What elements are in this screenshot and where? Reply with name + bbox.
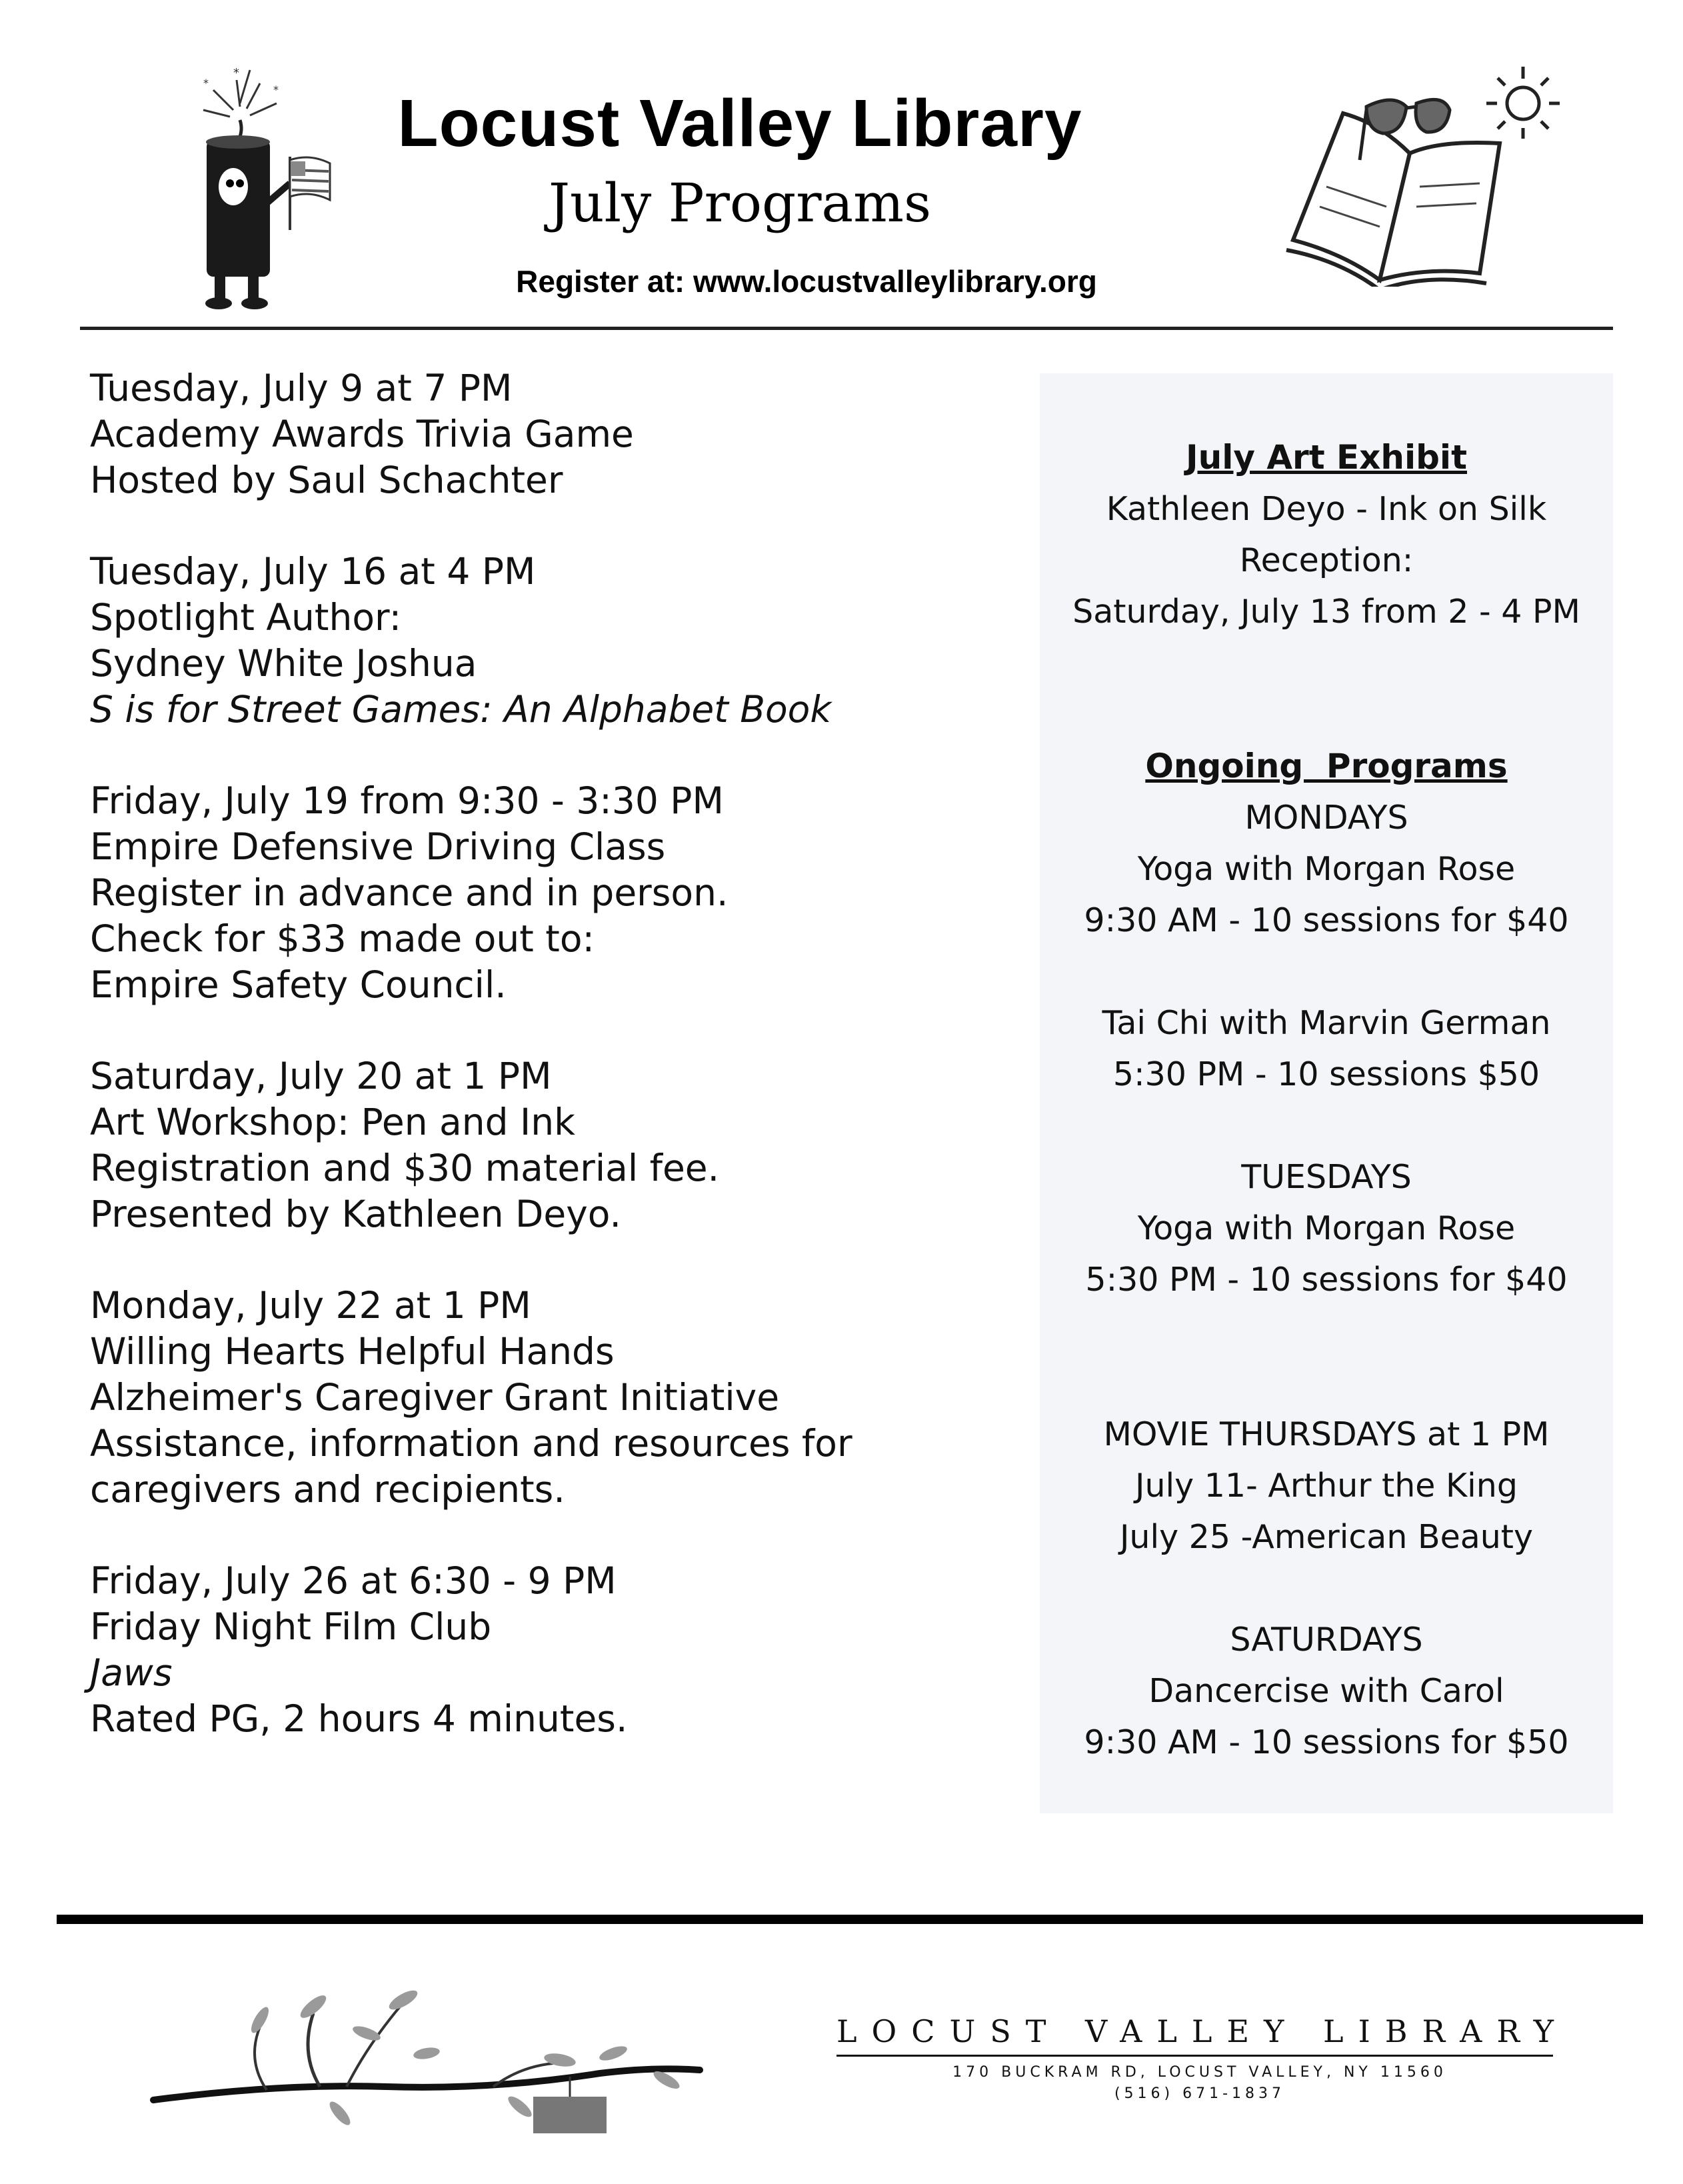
footer-address: 170 BUCKRAM RD, LOCUST VALLEY, NY 11560 [952, 2064, 1447, 2081]
event-detail: Spotlight Author: [90, 596, 402, 639]
tuesday-yoga-time: 5:30 PM - 10 sessions for $40 [1085, 1261, 1568, 1299]
ongoing-programs-heading: Ongoing Programs [1145, 747, 1508, 785]
event-detail: Alzheimer's Caregiver Grant Initiative [90, 1376, 780, 1419]
movie-july-25: July 25 -American Beauty [1119, 1518, 1534, 1556]
svg-text:*: * [203, 77, 209, 89]
open-book-sunglasses-illustration [1280, 60, 1573, 287]
events-list [90, 365, 1023, 1787]
event-date: Friday, July 26 at 6:30 - 9 PM [90, 1559, 617, 1602]
event-detail: Jaws [90, 1651, 173, 1694]
event-date: Tuesday, July 16 at 4 PM [90, 550, 536, 593]
event-detail: Art Workshop: Pen and Ink [90, 1101, 575, 1143]
event-detail: Assistance, information and resources for [90, 1422, 852, 1465]
monday-taichi: Tai Chi with Marvin German [1102, 1004, 1551, 1042]
event-detail: Academy Awards Trivia Game [90, 413, 634, 455]
reception-label: Reception: [1239, 541, 1414, 579]
movie-july-11: July 11- Arthur the King [1135, 1467, 1518, 1505]
event-detail: caregivers and recipients. [90, 1468, 565, 1511]
tree-branch-illustration [147, 1953, 747, 2153]
monday-taichi-time: 5:30 PM - 10 sessions $50 [1112, 1055, 1540, 1093]
event-detail: Register in advance and in person. [90, 871, 729, 914]
footer-library-name: LOCUST VALLEY LIBRARY [837, 2013, 1568, 2049]
footer-divider [57, 1915, 1643, 1924]
event-detail: S is for Street Games: An Alphabet Book [90, 688, 832, 731]
event-item [90, 549, 1023, 733]
monday-yoga-time: 9:30 AM - 10 sessions for $40 [1084, 901, 1569, 939]
saturdays-label: SATURDAYS [1230, 1621, 1423, 1659]
footer-phone: (516) 671-1837 [1114, 2085, 1286, 2102]
event-detail: Hosted by Saul Schachter [90, 459, 563, 501]
event-date: Tuesday, July 9 at 7 PM [90, 367, 513, 409]
movie-thursdays-label: MOVIE THURSDAYS at 1 PM [1103, 1415, 1550, 1453]
event-item [90, 365, 1023, 503]
svg-text:*: * [233, 66, 239, 80]
saturday-dancercise-time: 9:30 AM - 10 sessions for $50 [1084, 1723, 1569, 1761]
monday-yoga: Yoga with Morgan Rose [1137, 850, 1516, 888]
tuesdays-label: TUESDAYS [1241, 1158, 1412, 1196]
firecracker-mascot-illustration [167, 57, 360, 317]
event-item [90, 1283, 1023, 1513]
event-detail: Willing Hearts Helpful Hands [90, 1330, 615, 1373]
event-item [90, 778, 1023, 1008]
event-detail: Registration and $30 material fee. [90, 1147, 720, 1189]
svg-text:*: * [273, 83, 279, 96]
event-detail: Sydney White Joshua [90, 642, 477, 685]
event-detail: Friday Night Film Club [90, 1605, 492, 1648]
art-exhibit-artist: Kathleen Deyo - Ink on Silk [1106, 490, 1547, 528]
event-date: Monday, July 22 at 1 PM [90, 1284, 531, 1327]
event-detail: Check for $33 made out to: [90, 917, 595, 960]
event-date: Friday, July 19 from 9:30 - 3:30 PM [90, 779, 724, 822]
library-title: Locust Valley Library [397, 86, 1082, 161]
header-divider [80, 327, 1613, 330]
reception-time: Saturday, July 13 from 2 - 4 PM [1072, 593, 1580, 631]
event-detail: Empire Safety Council. [90, 963, 507, 1006]
saturday-dancercise: Dancercise with Carol [1148, 1672, 1504, 1710]
programs-subtitle: July Programs [548, 172, 932, 234]
mondays-label: MONDAYS [1244, 799, 1408, 837]
event-item [90, 1558, 1023, 1742]
event-detail: Presented by Kathleen Deyo. [90, 1193, 621, 1235]
register-url[interactable]: Register at: www.locustvalleylibrary.org [516, 264, 1097, 299]
event-item [90, 1053, 1023, 1237]
event-date: Saturday, July 20 at 1 PM [90, 1055, 552, 1097]
tuesday-yoga: Yoga with Morgan Rose [1137, 1209, 1516, 1247]
event-detail: Empire Defensive Driving Class [90, 825, 666, 868]
art-exhibit-heading: July Art Exhibit [1186, 438, 1467, 477]
right-column [1040, 432, 1613, 1768]
event-detail: Rated PG, 2 hours 4 minutes. [90, 1697, 628, 1740]
footer-name-underline [837, 2055, 1553, 2057]
